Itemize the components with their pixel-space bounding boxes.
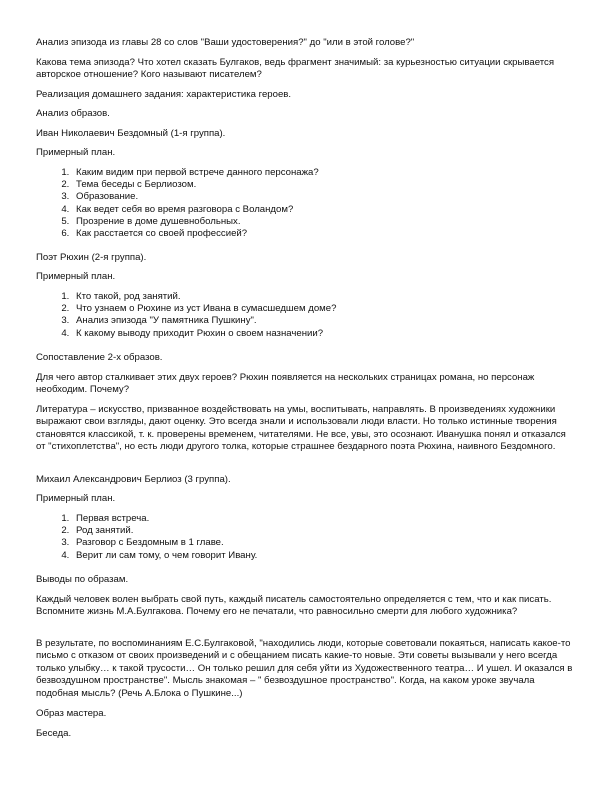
list-item: 4. К какому выводу приходит Рюхин о своем назначении?: [72, 328, 592, 340]
plan-list-ryukhin: [36, 291, 592, 340]
list-item: 3. Образование.: [72, 191, 592, 203]
heading-bezdomny: Иван Николаевич Бездомный (1-я группа).: [36, 128, 226, 139]
list-item: 3. Разговор с Бездомным в 1 главе.: [72, 537, 592, 549]
paragraph-conversation: Беседа.: [36, 728, 72, 739]
list-item: 2. Что узнаем о Рюхине из уст Ивана в сумасшедшем доме?: [72, 303, 592, 315]
paragraph-free-choice: Каждый человек волен выбрать свой путь, каждый писатель самостоятельно определяется с тем, что и как писать. Вспомните жизнь М.А.Булгакова. Почему его не печатали, что равносильно смерти для любого художника?: [36, 594, 552, 618]
paragraph-image-analysis: Анализ образов.: [36, 108, 110, 119]
list-item: 1. Первая встреча.: [72, 513, 592, 525]
paragraph-master-image: Образ мастера.: [36, 708, 107, 719]
list-item: 6. Как расстается со своей профессией?: [72, 228, 592, 240]
paragraph-homework: Реализация домашнего задания: характеристика героев.: [36, 89, 292, 100]
paragraph-episode-theme: Какова тема эпизода? Что хотел сказать Булгаков, ведь фрагмент значимый: за курьезностью ситуации скрывается авторское отношение? Кого называют писателем?: [36, 57, 555, 81]
list-item: 5. Прозрение в доме душевнобольных.: [72, 216, 592, 228]
heading-conclusions: Выводы по образам.: [36, 574, 129, 585]
paragraph-literature: Литература – искусство, призванное воздействовать на умы, воспитывать, направлять. В произведениях художники выражают свои взгляды, дают оценку. Это всегда знали и использовали люди власти. Но только истинные творения становятся классикой, т. к. проверены временем, читателями. Не все, увы, это осознают. Иванушка понял и отказался от "стихоплетства", но есть люди другого толка, которые страшнее бездарного поэта Рюхина, наивного Бездомного.: [36, 404, 566, 453]
list-item: 3. Анализ эпизода "У памятника Пушкину".: [72, 315, 592, 327]
list-item: 1. Кто такой, род занятий.: [72, 291, 592, 303]
plan-list-bezdomny: [36, 167, 592, 240]
list-item: 1. Каким видим при первой встрече данного персонажа?: [72, 167, 592, 179]
label-plan-2: Примерный план.: [36, 271, 116, 282]
list-item: 2. Тема беседы с Берлиозом.: [72, 179, 592, 191]
heading-episode-analysis: Анализ эпизода из главы 28 со слов "Ваши удостоверения?" до "или в этой голове?": [36, 37, 415, 48]
list-item: 2. Род занятий.: [72, 525, 592, 537]
plan-list-berlioz: [36, 513, 592, 562]
heading-comparison: Сопоставление 2-х образов.: [36, 352, 163, 363]
label-plan-1: Примерный план.: [36, 147, 116, 158]
paragraph-why-collide: Для чего автор сталкивает этих двух героев? Рюхин появляется на нескольких страницах романа, но персонаж необходим. Почему?: [36, 372, 535, 396]
label-plan-3: Примерный план.: [36, 493, 116, 504]
list-item: 4. Как ведет себя во время разговора с Воландом?: [72, 204, 592, 216]
list-item: 4. Верит ли сам тому, о чем говорит Ивану.: [72, 550, 592, 562]
heading-berlioz: Михаил Александрович Берлиоз (3 группа).: [36, 474, 231, 485]
heading-ryukhin: Поэт Рюхин (2-я группа).: [36, 252, 147, 263]
paragraph-bulgakova-memoir: В результате, по воспоминаниям Е.С.Булгаковой, "находились люди, которые советовали покаяться, написать какое-то письмо с отказом от своих произведений и с обещанием писать какие-то новые. Эти советы вызывали у него всегда только улыбку… к такой трусости… Он только решил для себя уйти из Художественного театра… И ушел. И оказался в безвоздушном пространстве". Мысль знакомая – " безвоздушное пространство". Когда, на каком уроке звучала подобная мысль? (Речь А.Блока о Пушкине...): [36, 638, 573, 699]
